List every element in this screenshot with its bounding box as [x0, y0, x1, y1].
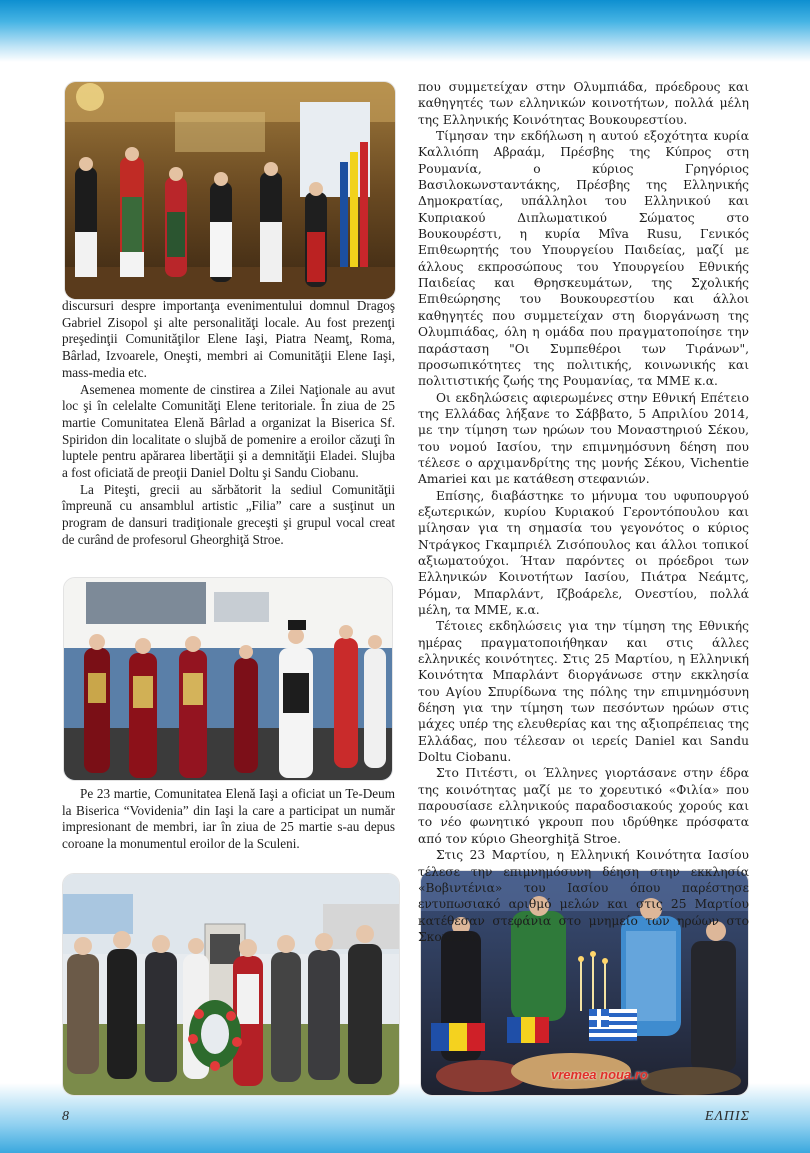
page-number: 8 — [62, 1109, 69, 1124]
paragraph: Στις 23 Μαρτίου, η Ελληνική Κοινότητα Ιασίου τέλεσε την επιμνημόσυνη δέηση στην εκκλησία «Βοβιντένια» του Ιασίου όπου παρέστησε εντυπωσιακό αριθμό μελών και στις 25 Μαρτίου κατέθεσαν στεφάνια στο μνημείο των ηρώων στο Σκουλένι. — [418, 848, 749, 944]
paragraph: Οι εκδηλώσεις αφιερωμένες στην Εθνική Επέτειο της Ελλάδας λήξανε το Σάββατο, 5 Απριλίου 2014, με την τίμηση των ηρώων του Μοναστηριού Σέκου, του νομού Ιασίου, την επιμνημόσυνη δέηση που τέλεσε ο αρχιμανδρίτης της μονής Σέκου, Vichentie Amariei και με κατάθεση στεφανιών. — [418, 390, 749, 487]
paragraph: La Piteşti, grecii au sărbătorit la sediul Comunităţii împreună cu ansamblul artistic „Filia” care a susţinut un program de dansuri tradiţionale greceşti şi grupul vocal creat de curând de profesorul Gheorghiţă Stroe. — [62, 481, 395, 547]
paragraph: Τέτοιες εκδηλώσεις για την τίμηση της Εθνικής ημέρας πραγματοποιήθηκαν και στις άλλες ελληνικές κοινότητες. Στις 25 Μαρτίου, η Ελληνική Κοινότητα Μπαρλάντ διοργάνωσε στην εκκλησία του Αγίου Σπυρίδωνα της πόλης την επιμνημόσυνη δέηση για την τίμηση των πεσόντων ηρώων στις μάχες υπέρ της ελευθερίας και της αξιοπρέπειας της Ελλάδας, που τέλεσαν οι ιερείς Daniel και Sandu Doltu Ciobanu. — [418, 619, 749, 765]
right-column-text — [418, 79, 749, 945]
paragraph: discursuri despre importanţa evenimentului domnul Dragoş Gabriel Zisopol şi alte personalităţi locale. Au fost prezenţi preşedinţii Comunităţilor Elene Iaşi, Piatra Neamţ, Roma, Bârlad, Izvoarele, Oneşti, membri ai Comunităţii Elene Iaşi, mass-media etc. — [62, 298, 395, 380]
paragraph: Επίσης, διαβάστηκε το μήνυμα του υφυπουργού εξωτερικών, κυρίου Κυριακού Γεροντόπουλου και μίλησαν για τη σημασία του γεγονότος ο κύριος Ντράγκος Γκαμπριέλ Ζισόπουλος και άλλοι τοπικοί αξιωματούχοι. Ήταν παρόντες οι πρόεδροι των Ελληνικών Κοινοτήτων Ιασίου, Πιάτρα Νεάμτς, Ρόμαν, Μπαρλάντ, Ιζβοάρελε, Ονεστίου, πολλά μέλη, τα ΜΜΕ, κ.α. — [418, 488, 749, 617]
photo-folk-dancers-room — [63, 577, 393, 781]
left-column-text — [62, 298, 395, 549]
left-column-text-lower — [62, 786, 395, 853]
paragraph: Pe 23 martie, Comunitatea Elenă Iaşi a oficiat un Te-Deum la Biserica “Vovidenia” din Iaşi la care a participat un număr impresionant de membri, iar în ziua de 25 martie s-au depus coroane la monumentul eroilor de la Sculeni. — [62, 786, 395, 852]
photo-wreath-monument — [62, 873, 400, 1096]
photo-watermark: vremea noua.ro — [551, 1067, 648, 1082]
paragraph: Asemenea momente de cinstirea a Zilei Naţionale au avut loc şi în celelalte Comunităţi Elene teritoriale. În ziua de 25 martie Comunitatea Elenă Bârlad a organizat la Biserica Sf. Spiridon din localitate o slujbă de pomenire a eroilor căzuţi în luptele pentru apărarea libertăţii şi a demnităţii Eladei. Slujba a fost oficiată de preoţii Daniel Doltu şi Sandu Ciobanu. — [62, 381, 395, 481]
header-band — [0, 0, 810, 62]
paragraph: που συμμετείχαν στην Ολυμπιάδα, πρόεδρους και καθηγητές των ελληνικών κοινοτήτων, πολλά μέλη της Ελληνικής Κοινότητας Βουκουρεστίου. — [418, 80, 749, 127]
photo-folk-dancers-hall — [64, 81, 396, 300]
paragraph: Τίμησαν την εκδήλωση η αυτού εξοχότητα κυρία Καλλιόπη Αβραάμ, Πρέσβης της Κύπρος στη Ρουμανία, ο κύριος Γρηγόριος Βασιλοκωνσταντάκης, Πρέσβης της Ελληνικής Δημοκρατίας, υπάλληλοι του Ελληνικού και Κυπριακού Διπλωματικού Σώματος στο Βουκουρέστι, η κυρία Mîva Rusu, Γενικός Επιθεωρητής του Υπουργείου Παιδείας, μαζί με άλλους εκπροσώπους του Υπουργείου Εθνικής Παιδείας και Θρησκευμάτων, της Σχολικής Επιθεώρησης του Βουκουρεστίου και άλλοι καθηγητές που συμμετείχαν στη διοργάνωση της Ολυμπιάδας, όλη η ομάδα που πραγματοποίησε την παράσταση "Οι Συμπεθέροι των Τιράνων", προσωπικότητες της πολιτικής, κοινωνικής και πολιτιστικής ζωής της Ρουμανίας, τα ΜΜΕ κ.α. — [418, 129, 749, 389]
magazine-title: ΕΛΠΙΣ — [704, 1109, 750, 1124]
paragraph: Στο Πιτέστι, οι Έλληνες γιορτάσανε στην έδρα της κοινότητας μαζί με το χορευτικό «Φιλία» που παρουσίασε ελληνικούς παραδοσιακούς χορούς και το νέο φωνητικό γκρουπ που ιδρύθηκε πρόσφατα από τον κύριο Gheorghiţă Stroe. — [418, 766, 749, 846]
